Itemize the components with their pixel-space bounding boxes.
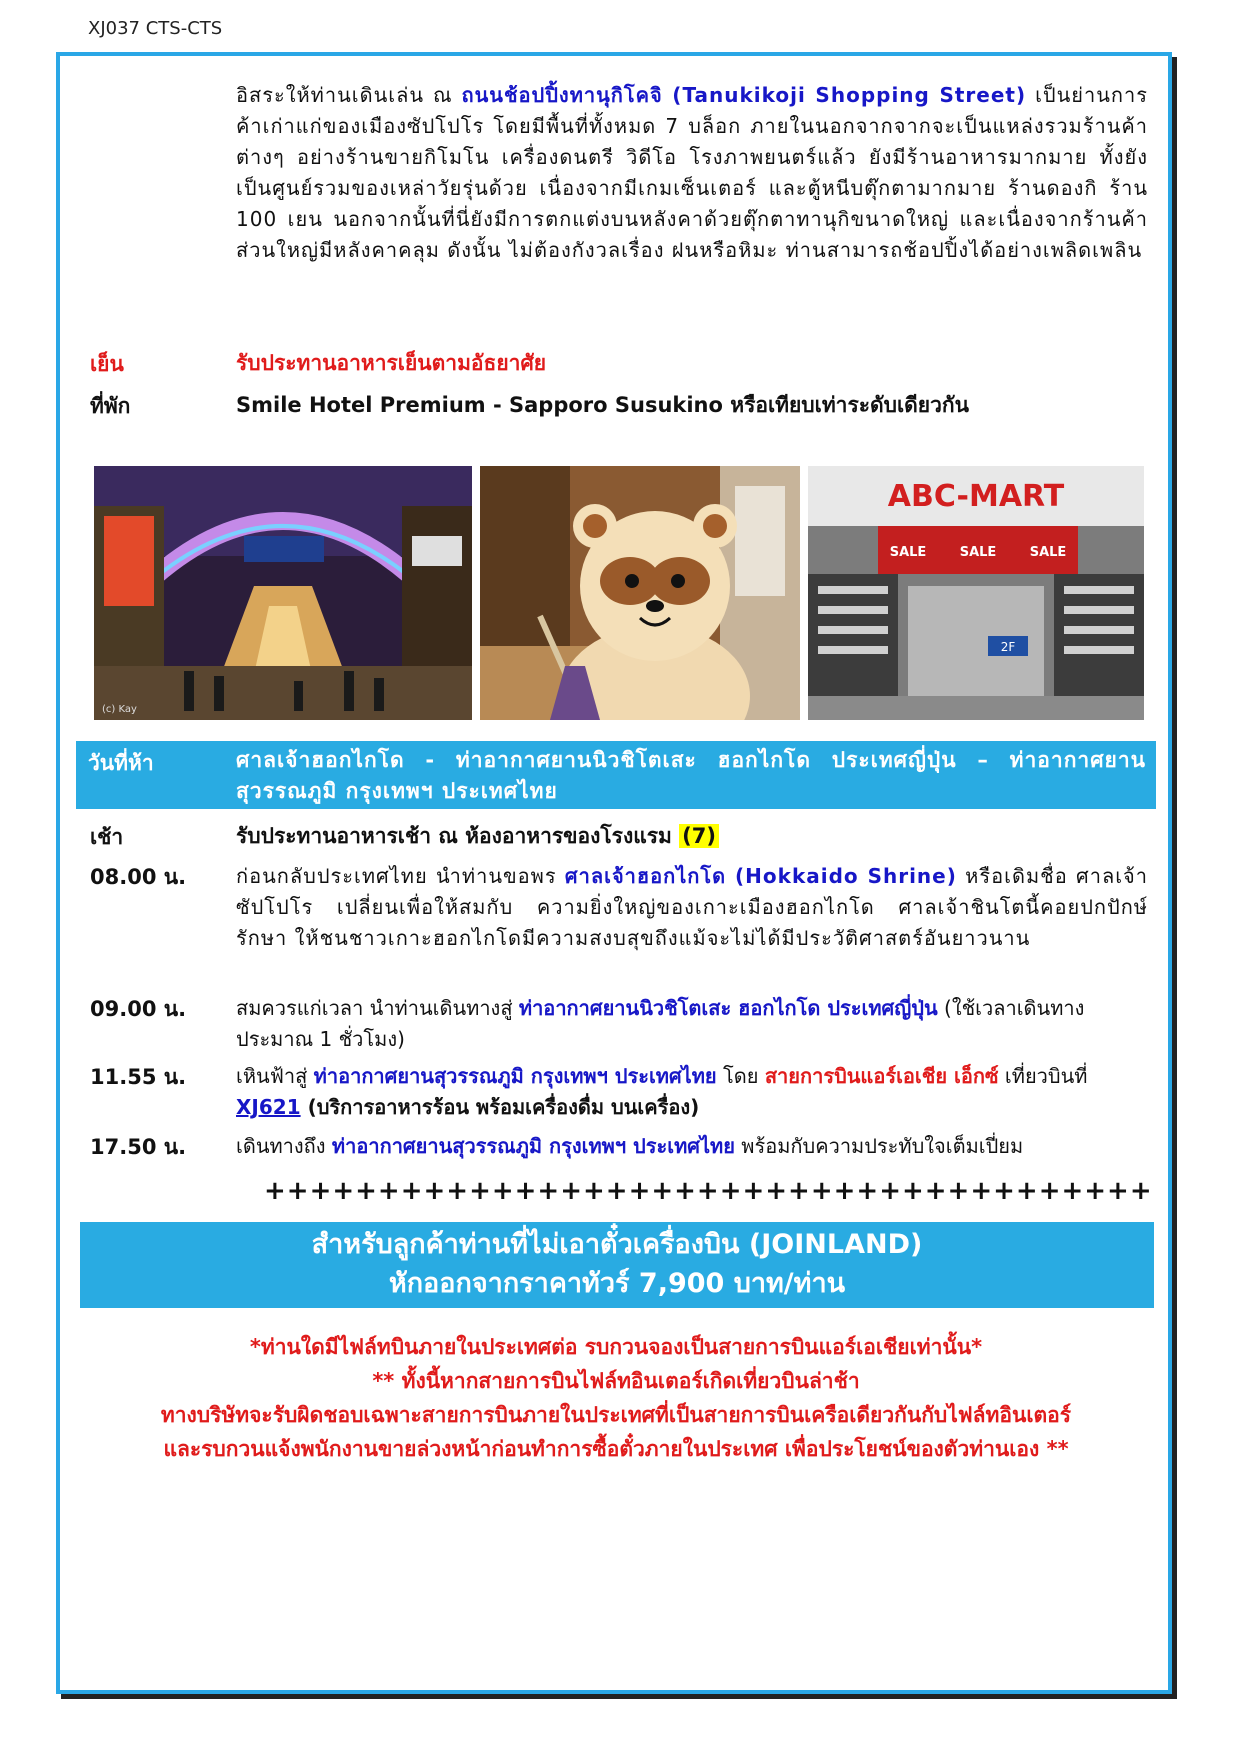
photo-tanukikoji-arcade bbox=[94, 466, 472, 720]
hotel-suffix: หรือเทียบเท่าระดับเดียวกัน bbox=[722, 393, 969, 417]
notice-line-3: ทางบริษัทจะรับผิดชอบเฉพาะสายการบินภายในประเทศที่เป็นสายการบินเครือเดียวกันกับไฟล์ทอินเตอร์ bbox=[160, 1403, 1072, 1427]
joinland-title: สำหรับลูกค้าท่านที่ไม่เอาตั๋วเครื่องบิน (JOINLAND) bbox=[311, 1229, 923, 1260]
hotel-line bbox=[236, 390, 1148, 421]
breakfast-line bbox=[236, 821, 1148, 852]
photo-abc-mart bbox=[808, 466, 1144, 720]
time-1155: 11.55 น. bbox=[90, 1065, 187, 1089]
flight-number-prefix: เที่ยวบินที่ bbox=[998, 1064, 1088, 1088]
itinerary-0800-intro: ก่อนกลับประเทศไทย นำท่านขอพร bbox=[236, 864, 565, 888]
itinerary-0800-description: หรือเดิมชื่อ ศาลเจ้าซัปโปโร เปลี่ยนเพื่อให้สมกับ ความยิ่งใหญ่ของเกาะเมืองฮอกไกโด ศาลเจ้าชินโตนี้คอยปกปักษ์รักษา ให้ชนชาวเกาะฮอกไกโดมีความสงบสุขถึงแม้จะไม่ได้มีประวัติศาสตร์อันยาวนาน bbox=[236, 864, 1148, 950]
day5-label: วันที่ห้า bbox=[88, 751, 154, 775]
abc-mart-illustration bbox=[808, 466, 1144, 720]
breakfast-label: เช้า bbox=[90, 825, 124, 849]
itinerary-1155-intro: เหินฟ้าสู่ bbox=[236, 1064, 314, 1088]
photo-credit: (c) Kay bbox=[102, 704, 137, 715]
itinerary-1750-closing: พร้อมกับความประทับใจเต็มเปี่ยม bbox=[734, 1134, 1024, 1158]
sale-label-1: SALE bbox=[889, 545, 927, 560]
joinland-discount: หักออกจากราคาทัวร์ 7,900 บาท/ท่าน bbox=[388, 1268, 846, 1299]
inflight-meal-note: (บริการอาหารร้อน พร้อมเครื่องดื่ม บนเครื่อง) bbox=[300, 1095, 700, 1119]
plus-divider: +++++++++++++++++++++++++++++++++++++++ bbox=[264, 1176, 1153, 1206]
sale-label-2: SALE bbox=[959, 545, 997, 560]
hokkaido-shrine-name: ศาลเจ้าฮอกไกโด (Hokkaido Shrine) bbox=[564, 864, 957, 888]
time-0900: 09.00 น. bbox=[90, 997, 187, 1021]
dinner-text: รับประทานอาหารเย็นตามอัธยาศัย bbox=[236, 351, 547, 375]
itinerary-0900-intro: สมควรแก่เวลา นำท่านเดินทางสู่ bbox=[236, 996, 519, 1020]
day5-title: ศาลเจ้าฮอกไกโด - ท่าอากาศยานนิวชิโตเสะ ฮอกไกโด ประเทศญี่ปุ่น – ท่าอากาศยานสุวรรณภูมิ กรุงเทพฯ ประเทศไทย bbox=[236, 748, 1146, 803]
time-0800: 08.00 น. bbox=[90, 865, 187, 889]
itinerary-1750-intro: เดินทางถึง bbox=[236, 1134, 332, 1158]
itinerary-0800 bbox=[236, 861, 1148, 954]
sale-label-3: SALE bbox=[1029, 545, 1067, 560]
arcade-illustration bbox=[94, 466, 472, 720]
tanukikoji-description: เป็นย่านการค้าเก่าแก่ของเมืองซัปโปโร โดยมีพื้นที่ทั้งหมด 7 บล็อก ภายในนอกจากจากจะเป็นแหล่งรวมร้านค้าต่างๆ อย่างร้านขายกิโมโน เครื่องดนตรี วิดีโอ โรงภาพยนตร์แล้ว ยังมีร้านอาหารมากมาย ทั้งยังเป็นศูนย์รวมของเหล่าวัยรุ่นด้วย เนื่องจากมีเกมเซ็นเตอร์ และตู้หนีบตุ๊กตามากมาย ร้านดองกิ ร้าน 100 เยน นอกจากนั้นที่นี่ยังมีการตกแต่งบนหลังคาด้วยตุ๊กตาทานุกิขนาดใหญ่ และเนื่องจากร้านค้าส่วนใหญ่มีหลังคาคลุม ดังนั้น ไม่ต้องกังวลเรื่อง ฝนหรือหิมะ ท่านสามารถช้อปปิ้งได้อย่างเพลิดเพลิน bbox=[236, 83, 1148, 262]
tanuki-illustration bbox=[480, 466, 800, 720]
time-1750: 17.50 น. bbox=[90, 1135, 187, 1159]
document-code: XJ037 CTS-CTS bbox=[88, 18, 223, 39]
suvarnabhumi-airport-1750: ท่าอากาศยานสุวรรณภูมิ กรุงเทพฯ ประเทศไทย bbox=[331, 1134, 735, 1158]
hotel-label: ที่พัก bbox=[90, 394, 131, 418]
hotel-name: Smile Hotel Premium - Sapporo Susukino bbox=[236, 393, 723, 417]
meal-number-badge: (7) bbox=[679, 824, 719, 848]
dinner-label: เย็น bbox=[90, 352, 124, 376]
itinerary-1155 bbox=[236, 1061, 1148, 1123]
abc-mart-sign: ABC-MART bbox=[887, 479, 1065, 514]
itinerary-0900 bbox=[236, 993, 1148, 1055]
breakfast-text: รับประทานอาหารเช้า ณ ห้องอาหารของโรงแรม bbox=[236, 824, 680, 848]
airline-name: สายการบินแอร์เอเชีย เอ็กซ์ bbox=[764, 1064, 999, 1088]
notice-line-4: และรบกวนแจ้งพนักงานขายล่วงหน้าก่อนทำการซื้อตั๋วภายในประเทศ เพื่อประโยชน์ของตัวท่านเอง ** bbox=[163, 1437, 1069, 1461]
tanukikoji-place: ถนนช้อปปิ้งทานุกิโคจิ (Tanukikoji Shopping Street) bbox=[461, 83, 1027, 107]
tanukikoji-paragraph bbox=[236, 80, 1148, 266]
itinerary-1750 bbox=[236, 1131, 1148, 1162]
notice-line-1: *ท่านใดมีไฟล์ทบินภายในประเทศต่อ รบกวนจองเป็นสายการบินแอร์เอเชียเท่านั้น* bbox=[249, 1335, 983, 1359]
joinland-banner bbox=[80, 1222, 1154, 1308]
flight-number-link[interactable]: XJ621 bbox=[236, 1095, 301, 1119]
airline-notice bbox=[76, 1330, 1156, 1466]
itinerary-0900-duration: (ใช้เวลาเดินทางประมาณ 1 ชั่วโมง) bbox=[236, 996, 1085, 1051]
day5-banner bbox=[76, 741, 1156, 809]
suvarnabhumi-airport-1155: ท่าอากาศยานสุวรรณภูมิ กรุงเทพฯ ประเทศไทย bbox=[313, 1064, 717, 1088]
tanukikoji-intro: อิสระให้ท่านเดินเล่น ณ bbox=[236, 83, 462, 107]
photo-tanuki-mascot bbox=[480, 466, 800, 720]
itinerary-1155-by: โดย bbox=[716, 1064, 765, 1088]
new-chitose-airport: ท่าอากาศยานนิวชิโตเสะ ฮอกไกโด ประเทศญี่ปุ่น bbox=[518, 996, 938, 1020]
floor-sign: 2F bbox=[1000, 640, 1016, 654]
notice-line-2: ** ทั้งนี้หากสายการบินไฟล์ทอินเตอร์เกิดเที่ยวบินล่าช้า bbox=[372, 1369, 860, 1393]
